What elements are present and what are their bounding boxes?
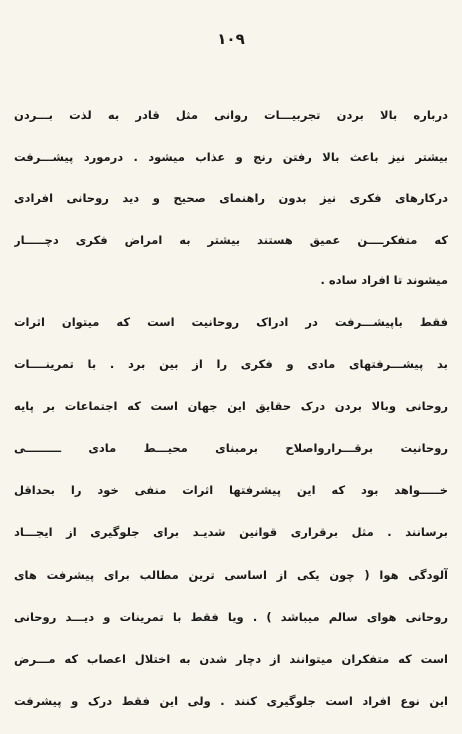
text-line-8: روحانی وبالا بردن درک حقایق این جهان است که اجتماعات بر پایه: [14, 399, 448, 413]
text-line-15: این نوع افراد است جلوگیری کنند . ولی این فقط درک و پیشرفت: [14, 694, 448, 708]
text-line-2: بیشتر نیز باعث بالا رفتن رنج و عذاب میشود . درمورد پیشـــرفت: [14, 150, 448, 164]
text-line-9: روحانیت برقـــرارواصلاح برمبنای محیـــط مادی ـــــــــی: [14, 441, 448, 455]
text-line-3: درکارهای فکری نیز بدون راهنمای صحیح و دید روحانی افرادی: [14, 191, 448, 205]
text-line-11: برسانند . مثل برقراری قوانین شدیـد برای جلوگیری از ایجـــاد: [14, 525, 448, 539]
text-line-6: فقط باپیشـــرفت در ادراک روحانیت است که میتوان اثرات: [14, 315, 448, 329]
page-number: ۱۰۹: [217, 30, 245, 48]
text-line-1: درباره بالا بردن تجربیـــات روانی مثل قادر به لذت بـــردن: [14, 108, 448, 122]
text-line-14: است که متفکران میتوانند از دچار شدن به اختلال اعصاب که مـــرض: [14, 652, 448, 666]
text-line-12: آلودگی هوا ( چون یکی از اساسی ترین مطالب برای پیشرفت های: [14, 568, 448, 582]
text-line-10: خـــــواهد بود که این پیشرفتها اثرات منفی خود را بحداقل: [14, 483, 448, 497]
text-line-5: میشوند تا افراد ساده .: [320, 273, 448, 287]
text-line-13: روحانی هوای سالم میباشد ) . ویا فقط با تمرینات و دیـــد روحانی: [14, 610, 448, 624]
text-line-7: بد پیشـــرفتهای مادی و فکری را از بین برد . با تمرینــــات: [14, 357, 448, 371]
text-line-4: که متفکرــــن عمیق هستند بیشتر به امراض فکری دچـــــار: [14, 233, 448, 247]
